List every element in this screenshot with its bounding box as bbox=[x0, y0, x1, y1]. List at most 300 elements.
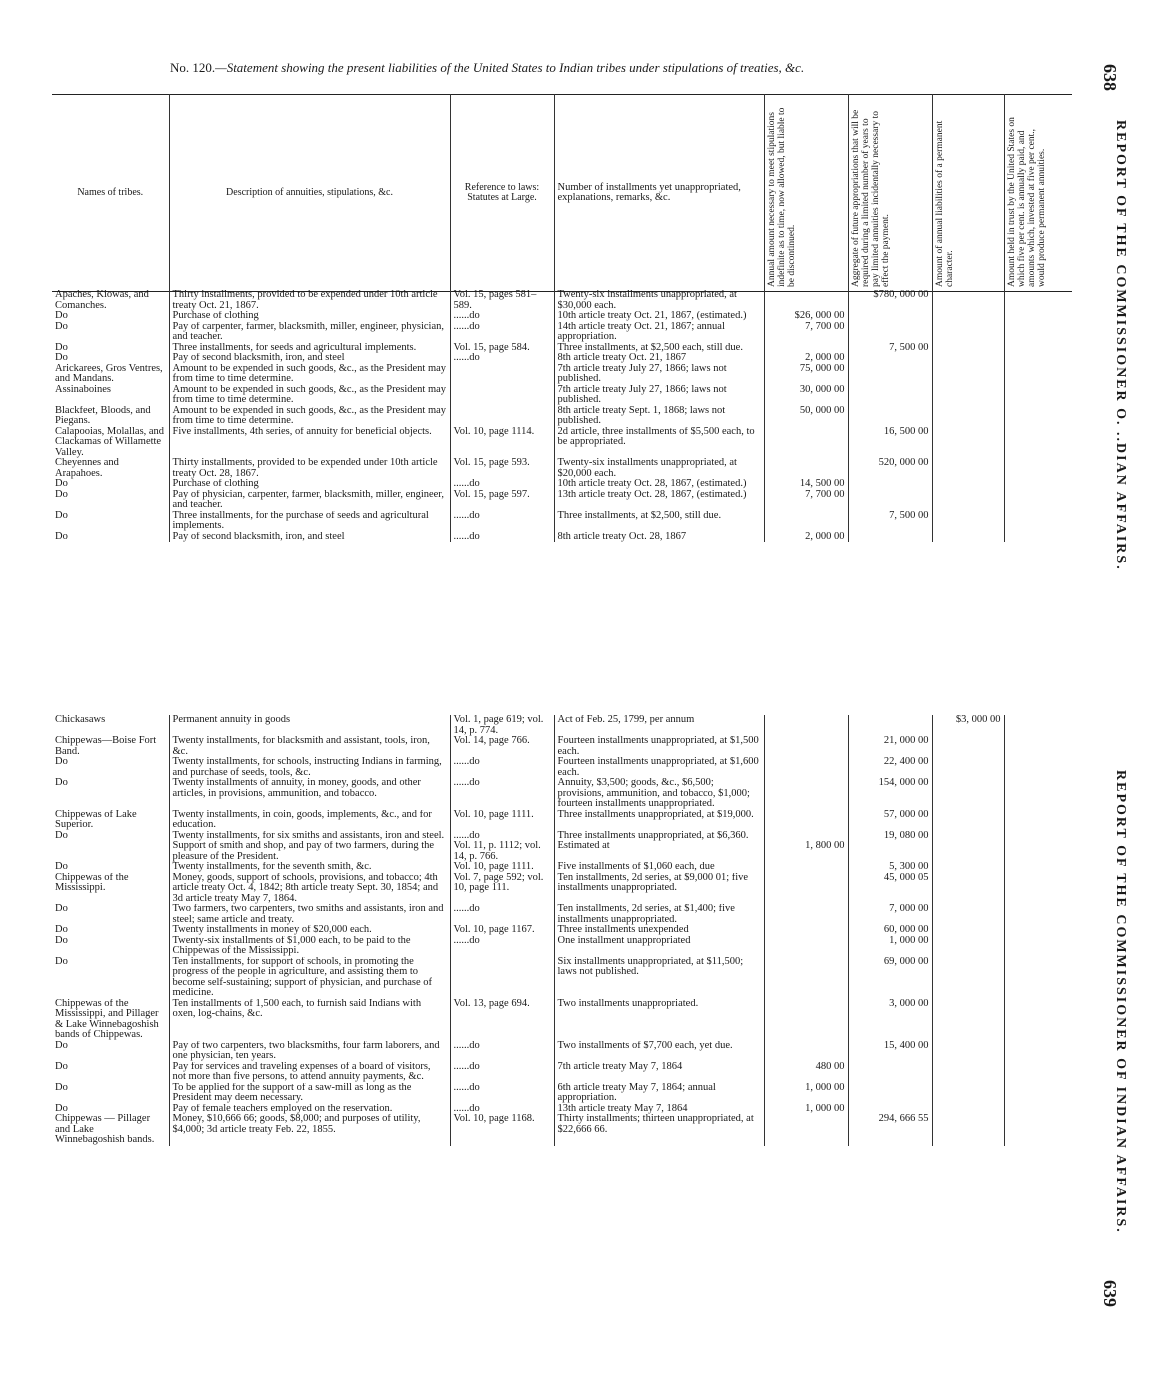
permanent-amount-cell bbox=[932, 778, 1004, 810]
remarks-cell: Five installments of $1,060 each, due bbox=[554, 862, 764, 873]
remarks-cell: 14th article treaty Oct. 21, 1867; annual appropriation. bbox=[554, 322, 764, 343]
annual-amount-cell: 2, 000 00 bbox=[764, 353, 848, 364]
permanent-amount-cell bbox=[932, 322, 1004, 343]
trust-amount-cell bbox=[1004, 353, 1072, 364]
tribe-name-cell: Do bbox=[55, 956, 68, 967]
aggregate-amount-cell: 45, 000 05 bbox=[848, 873, 932, 905]
remarks-cell: 7th article treaty May 7, 1864 bbox=[554, 1062, 764, 1083]
annual-amount-cell bbox=[764, 427, 848, 459]
trust-amount-cell bbox=[1004, 406, 1072, 427]
trust-amount-cell bbox=[1004, 936, 1072, 957]
description-cell: Amount to be expended in such goods, &c., as the President may from time to time determine. bbox=[169, 364, 450, 385]
annual-amount-cell bbox=[764, 1114, 848, 1146]
description-cell: Twenty installments of annuity, in money, goods, and other articles, in provisions, ammunition, and tobacco. bbox=[169, 778, 450, 810]
header-trust: Amount held in trust by the United States on which five per cent. is annually paid, and amounts which, invested at five per cent., would produce permanent annuities. bbox=[1006, 117, 1047, 287]
description-cell: Two farmers, two carpenters, two smiths and assistants, iron and steel; same article and treaty. bbox=[169, 904, 450, 925]
permanent-amount-cell bbox=[932, 936, 1004, 957]
tribe-name-cell: Do bbox=[55, 925, 68, 935]
table-row bbox=[52, 1083, 1072, 1104]
description-cell: Twenty installments in money of $20,000 each. bbox=[169, 925, 450, 936]
table-row bbox=[52, 532, 1072, 543]
header-aggregate: Aggregate of future appropriations that will be required during a limited number of years to pay limited annuities incidentally necessary to effect the payment. bbox=[850, 109, 891, 287]
table-row bbox=[52, 925, 1072, 936]
annual-amount-cell: 2, 000 00 bbox=[764, 532, 848, 543]
statute-reference-cell: Vol. 15, pages 581–589. bbox=[450, 290, 554, 311]
description-cell: Purchase of clothing bbox=[169, 311, 450, 322]
trust-amount-cell bbox=[1004, 458, 1072, 479]
aggregate-amount-cell bbox=[848, 353, 932, 364]
aggregate-amount-cell bbox=[848, 385, 932, 406]
liabilities-table-lower bbox=[52, 715, 1072, 1146]
annual-amount-cell bbox=[764, 290, 848, 311]
trust-amount-cell bbox=[1004, 290, 1072, 311]
permanent-amount-cell bbox=[932, 353, 1004, 364]
statute-reference-cell: ......do bbox=[450, 1041, 554, 1062]
annual-amount-cell bbox=[764, 936, 848, 957]
description-cell: Pay of physician, carpenter, farmer, blacksmith, miller, engineer, and teacher. bbox=[169, 490, 450, 511]
statute-reference-cell: ......do bbox=[450, 831, 554, 842]
aggregate-amount-cell bbox=[848, 841, 932, 862]
tribe-name-cell: Blackfeet, Bloods, and Piegans. bbox=[55, 405, 151, 426]
table-row bbox=[52, 999, 1072, 1041]
table-row bbox=[52, 322, 1072, 343]
annual-amount-cell: 50, 000 00 bbox=[764, 406, 848, 427]
remarks-cell: Two installments unappropriated. bbox=[554, 999, 764, 1041]
permanent-amount-cell bbox=[932, 757, 1004, 778]
description-cell: Support of smith and shop, and pay of two farmers, during the pleasure of the President. bbox=[169, 841, 450, 862]
description-cell: Twenty installments, in coin, goods, implements, &c., and for education. bbox=[169, 810, 450, 831]
column-headers bbox=[52, 94, 1072, 292]
table-row bbox=[52, 862, 1072, 873]
trust-amount-cell bbox=[1004, 841, 1072, 862]
permanent-amount-cell bbox=[932, 957, 1004, 999]
aggregate-amount-cell: 154, 000 00 bbox=[848, 778, 932, 810]
trust-amount-cell bbox=[1004, 715, 1072, 736]
page-title bbox=[170, 60, 804, 76]
statute-reference-cell bbox=[450, 957, 554, 999]
annual-amount-cell bbox=[764, 810, 848, 831]
aggregate-amount-cell: $780, 000 00 bbox=[848, 290, 932, 311]
table-row bbox=[52, 479, 1072, 490]
aggregate-amount-cell bbox=[848, 322, 932, 343]
statute-reference-cell: ......do bbox=[450, 322, 554, 343]
tribe-name-cell bbox=[52, 841, 169, 862]
remarks-cell: Thirty installments; thirteen unappropriated, at $22,666 66. bbox=[554, 1114, 764, 1146]
table-row bbox=[52, 957, 1072, 999]
remarks-cell: Six installments unappropriated, at $11,500; laws not published. bbox=[554, 957, 764, 999]
permanent-amount-cell bbox=[932, 873, 1004, 905]
table-row bbox=[52, 427, 1072, 459]
trust-amount-cell bbox=[1004, 1104, 1072, 1115]
description-cell: Pay of second blacksmith, iron, and steel bbox=[169, 532, 450, 543]
tribe-name-cell: Do bbox=[55, 1040, 68, 1051]
description-cell: Ten installments of 1,500 each, to furnish said Indians with oxen, log-chains, &c. bbox=[169, 999, 450, 1041]
annual-amount-cell bbox=[764, 458, 848, 479]
statute-reference-cell: Vol. 14, page 766. bbox=[450, 736, 554, 757]
permanent-amount-cell bbox=[932, 1041, 1004, 1062]
annual-amount-cell bbox=[764, 873, 848, 905]
permanent-amount-cell bbox=[932, 904, 1004, 925]
trust-amount-cell bbox=[1004, 999, 1072, 1041]
remarks-cell: Estimated at bbox=[554, 841, 764, 862]
remarks-cell: Three installments unexpended bbox=[554, 925, 764, 936]
annual-amount-cell: 7, 700 00 bbox=[764, 490, 848, 511]
table-row bbox=[52, 757, 1072, 778]
annual-amount-cell: $26, 000 00 bbox=[764, 311, 848, 322]
permanent-amount-cell bbox=[932, 479, 1004, 490]
remarks-cell: One installment unappropriated bbox=[554, 936, 764, 957]
trust-amount-cell bbox=[1004, 810, 1072, 831]
annual-amount-cell bbox=[764, 925, 848, 936]
remarks-cell: Act of Feb. 25, 1799, per annum bbox=[554, 715, 764, 736]
annual-amount-cell: 1, 000 00 bbox=[764, 1083, 848, 1104]
trust-amount-cell bbox=[1004, 873, 1072, 905]
tribe-name-cell: Do bbox=[55, 489, 68, 500]
table-row bbox=[52, 841, 1072, 862]
table-row bbox=[52, 715, 1072, 736]
header-description: Description of annuities, stipulations, &c. bbox=[169, 95, 450, 292]
running-head-top: REPORT OF THE COMMISSIONER O. ..DIAN AFFAIRS. bbox=[1113, 120, 1128, 571]
statute-reference-cell: Vol. 10, page 1167. bbox=[450, 925, 554, 936]
trust-amount-cell bbox=[1004, 1041, 1072, 1062]
statute-reference-cell: Vol. 10, page 1111. bbox=[450, 810, 554, 831]
description-cell: Five installments, 4th series, of annuity for beneficial objects. bbox=[169, 427, 450, 459]
table-row bbox=[52, 778, 1072, 810]
permanent-amount-cell bbox=[932, 862, 1004, 873]
tribe-name-cell: Do bbox=[55, 757, 68, 767]
trust-amount-cell bbox=[1004, 957, 1072, 999]
description-cell: Pay of two carpenters, two blacksmiths, four farm laborers, and one physician, ten years. bbox=[169, 1041, 450, 1062]
annual-amount-cell: 480 00 bbox=[764, 1062, 848, 1083]
aggregate-amount-cell bbox=[848, 406, 932, 427]
page-number-top: 638 bbox=[1100, 64, 1120, 91]
aggregate-amount-cell: 294, 666 55 bbox=[848, 1114, 932, 1146]
trust-amount-cell bbox=[1004, 1083, 1072, 1104]
table-row bbox=[52, 1041, 1072, 1062]
annual-amount-cell bbox=[764, 999, 848, 1041]
aggregate-amount-cell: 57, 000 00 bbox=[848, 810, 932, 831]
trust-amount-cell bbox=[1004, 311, 1072, 322]
remarks-cell: Ten installments, 2d series, at $9,000 01; five installments unappropriated. bbox=[554, 873, 764, 905]
statute-reference-cell: ......do bbox=[450, 532, 554, 543]
aggregate-amount-cell: 19, 080 00 bbox=[848, 831, 932, 842]
statute-reference-cell: ......do bbox=[450, 757, 554, 778]
statute-reference-cell: ......do bbox=[450, 311, 554, 322]
statute-reference-cell: ......do bbox=[450, 1104, 554, 1115]
trust-amount-cell bbox=[1004, 364, 1072, 385]
annual-amount-cell bbox=[764, 831, 848, 842]
table-row bbox=[52, 1114, 1072, 1146]
statute-reference-cell: ......do bbox=[450, 511, 554, 532]
table-number: No. 120. bbox=[170, 60, 216, 75]
permanent-amount-cell bbox=[932, 532, 1004, 543]
trust-amount-cell bbox=[1004, 511, 1072, 532]
tribe-name-cell: Do bbox=[55, 321, 68, 332]
statute-reference-cell: Vol. 10, page 1111. bbox=[450, 862, 554, 873]
statute-reference-cell: Vol. 7, page 592; vol. 10, page 111. bbox=[450, 873, 554, 905]
header-tribe: Names of tribes. bbox=[77, 186, 144, 198]
annual-amount-cell: 7, 700 00 bbox=[764, 322, 848, 343]
description-cell: Amount to be expended in such goods, &c., as the President may from time to time determine. bbox=[169, 406, 450, 427]
permanent-amount-cell bbox=[932, 364, 1004, 385]
aggregate-amount-cell bbox=[848, 1083, 932, 1104]
permanent-amount-cell bbox=[932, 1083, 1004, 1104]
trust-amount-cell bbox=[1004, 490, 1072, 511]
annual-amount-cell bbox=[764, 1041, 848, 1062]
aggregate-amount-cell: 15, 400 00 bbox=[848, 1041, 932, 1062]
description-cell: Thirty installments, provided to be expended under 10th article treaty Oct. 28, 1867. bbox=[169, 458, 450, 479]
statute-reference-cell bbox=[450, 385, 554, 406]
tribe-name-cell: Cheyennes and Arapahoes. bbox=[55, 458, 119, 479]
permanent-amount-cell bbox=[932, 511, 1004, 532]
remarks-cell: 8th article treaty Sept. 1, 1868; laws not published. bbox=[554, 406, 764, 427]
remarks-cell: Two installments of $7,700 each, yet due. bbox=[554, 1041, 764, 1062]
tribe-name-cell: Chickasaws bbox=[55, 715, 106, 725]
tribe-name-cell: Do bbox=[55, 531, 68, 542]
statute-reference-cell: Vol. 15, page 597. bbox=[450, 490, 554, 511]
table-row bbox=[52, 936, 1072, 957]
table-row bbox=[52, 873, 1072, 905]
statute-reference-cell bbox=[450, 406, 554, 427]
trust-amount-cell bbox=[1004, 778, 1072, 810]
permanent-amount-cell bbox=[932, 1114, 1004, 1146]
table-title: —Statement showing the present liabilities of the United States to Indian tribes under stipulations of treaties, &c. bbox=[215, 60, 805, 75]
annual-amount-cell bbox=[764, 778, 848, 810]
aggregate-amount-cell: 21, 000 00 bbox=[848, 736, 932, 757]
permanent-amount-cell: $3, 000 00 bbox=[932, 715, 1004, 736]
annual-amount-cell: 1, 000 00 bbox=[764, 1104, 848, 1115]
description-cell: Ten installments, for support of schools, in promoting the progress of the people in agriculture, and assisting them to become self-sustaining; support of physician, and purchase of medicine. bbox=[169, 957, 450, 999]
statute-reference-cell: ......do bbox=[450, 778, 554, 810]
tribe-name-cell: Do bbox=[55, 862, 68, 872]
permanent-amount-cell bbox=[932, 385, 1004, 406]
description-cell: Three installments, for the purchase of seeds and agricultural implements. bbox=[169, 511, 450, 532]
annual-amount-cell bbox=[764, 715, 848, 736]
remarks-cell: Ten installments, 2d series, at $1,400; five installments unappropriated. bbox=[554, 904, 764, 925]
table-row bbox=[52, 736, 1072, 757]
statute-reference-cell: ......do bbox=[450, 479, 554, 490]
table-row bbox=[52, 1062, 1072, 1083]
trust-amount-cell bbox=[1004, 343, 1072, 354]
header-permanent: Amount of annual liabilities of a permanent character. bbox=[934, 120, 955, 287]
aggregate-amount-cell: 16, 500 00 bbox=[848, 427, 932, 459]
table-row bbox=[52, 831, 1072, 842]
description-cell: Amount to be expended in such goods, &c., as the President may from time to time determine. bbox=[169, 385, 450, 406]
table-row bbox=[52, 311, 1072, 322]
trust-amount-cell bbox=[1004, 757, 1072, 778]
description-cell: Pay for services and traveling expenses of a board of visitors, not more than five persons, to attend annuity payments, &c. bbox=[169, 1062, 450, 1083]
table-row bbox=[52, 904, 1072, 925]
statute-reference-cell: ......do bbox=[450, 904, 554, 925]
trust-amount-cell bbox=[1004, 427, 1072, 459]
statute-reference-cell: ......do bbox=[450, 1062, 554, 1083]
aggregate-amount-cell: 22, 400 00 bbox=[848, 757, 932, 778]
tribe-name-cell: Assinaboines bbox=[55, 384, 111, 395]
trust-amount-cell bbox=[1004, 862, 1072, 873]
liabilities-table-upper bbox=[52, 290, 1072, 542]
aggregate-amount-cell: 7, 000 00 bbox=[848, 904, 932, 925]
annual-amount-cell bbox=[764, 757, 848, 778]
table-row bbox=[52, 364, 1072, 385]
tribe-name-cell: Chippewas of the Mississippi. bbox=[55, 872, 129, 893]
tribe-name-cell: Do bbox=[55, 479, 68, 489]
remarks-cell: 6th article treaty May 7, 1864; annual appropriation. bbox=[554, 1083, 764, 1104]
permanent-amount-cell bbox=[932, 427, 1004, 459]
aggregate-amount-cell bbox=[848, 1062, 932, 1083]
annual-amount-cell bbox=[764, 904, 848, 925]
permanent-amount-cell bbox=[932, 490, 1004, 511]
description-cell: Twenty installments, for the seventh smith, &c. bbox=[169, 862, 450, 873]
description-cell: Twenty installments, for schools, instructing Indians in farming, and purchase of seeds, tools, &c. bbox=[169, 757, 450, 778]
table-row bbox=[52, 1104, 1072, 1115]
annual-amount-cell: 14, 500 00 bbox=[764, 479, 848, 490]
aggregate-amount-cell bbox=[848, 715, 932, 736]
description-cell: Twenty installments, for blacksmith and assistant, tools, iron, &c. bbox=[169, 736, 450, 757]
permanent-amount-cell bbox=[932, 290, 1004, 311]
permanent-amount-cell bbox=[932, 311, 1004, 322]
aggregate-amount-cell bbox=[848, 490, 932, 511]
tribe-name-cell: Chippewas — Pillager and Lake Winnebagoshish bands. bbox=[55, 1114, 155, 1145]
annual-amount-cell bbox=[764, 343, 848, 354]
tribe-name-cell: Do bbox=[55, 311, 68, 321]
aggregate-amount-cell bbox=[848, 364, 932, 385]
statute-reference-cell: Vol. 10, page 1114. bbox=[450, 427, 554, 459]
permanent-amount-cell bbox=[932, 810, 1004, 831]
tribe-name-cell: Do bbox=[55, 904, 68, 914]
trust-amount-cell bbox=[1004, 925, 1072, 936]
aggregate-amount-cell: 7, 500 00 bbox=[848, 511, 932, 532]
aggregate-amount-cell bbox=[848, 479, 932, 490]
tribe-name-cell: Do bbox=[55, 935, 68, 946]
annual-amount-cell bbox=[764, 957, 848, 999]
tribe-name-cell: Calapooias, Molallas, and Clackamas of Willamette Valley. bbox=[55, 426, 165, 458]
permanent-amount-cell bbox=[932, 1062, 1004, 1083]
tribe-name-cell: Do bbox=[55, 1103, 68, 1114]
tribe-name-cell: Arickarees, Gros Ventres, and Mandans. bbox=[55, 363, 163, 384]
statute-reference-cell: Vol. 15, page 593. bbox=[450, 458, 554, 479]
table-row bbox=[52, 810, 1072, 831]
statute-reference-cell: Vol. 1, page 619; vol. 14, p. 774. bbox=[450, 715, 554, 736]
aggregate-amount-cell: 7, 500 00 bbox=[848, 343, 932, 354]
description-cell: Twenty installments, for six smiths and assistants, iron and steel. bbox=[169, 831, 450, 842]
remarks-cell: 8th article treaty Oct. 21, 1867 bbox=[554, 353, 764, 364]
table-row bbox=[52, 406, 1072, 427]
permanent-amount-cell bbox=[932, 925, 1004, 936]
description-cell: Permanent annuity in goods bbox=[169, 715, 450, 736]
aggregate-amount-cell bbox=[848, 1104, 932, 1115]
description-cell: To be applied for the support of a saw-mill as long as the President may deem necessary. bbox=[169, 1083, 450, 1104]
description-cell: Three installments, for seeds and agricultural implements. bbox=[169, 343, 450, 354]
trust-amount-cell bbox=[1004, 322, 1072, 343]
remarks-cell: Three installments, at $2,500, still due. bbox=[554, 511, 764, 532]
remarks-cell: 7th article treaty July 27, 1866; laws not published. bbox=[554, 364, 764, 385]
tribe-name-cell: Do bbox=[55, 510, 68, 521]
trust-amount-cell bbox=[1004, 479, 1072, 490]
remarks-cell: Annuity, $3,500; goods, &c., $6,500; provisions, ammunition, and tobacco, $1,000; fourteen installments unappropriated. bbox=[554, 778, 764, 810]
tribe-name-cell: Do bbox=[55, 353, 68, 363]
annual-amount-cell bbox=[764, 862, 848, 873]
permanent-amount-cell bbox=[932, 841, 1004, 862]
permanent-amount-cell bbox=[932, 343, 1004, 354]
tribe-name-cell: Do bbox=[55, 830, 68, 841]
trust-amount-cell bbox=[1004, 831, 1072, 842]
header-remarks: Number of installments yet unappropriated, explanations, remarks, &c. bbox=[554, 95, 764, 292]
statute-reference-cell: Vol. 11, p. 1112; vol. 14, p. 766. bbox=[450, 841, 554, 862]
header-annual: Annual amount necessary to meet stipulations indefinite as to time, now allowed, but liable to be discontinued. bbox=[766, 107, 797, 287]
trust-amount-cell bbox=[1004, 736, 1072, 757]
annual-amount-cell: 30, 000 00 bbox=[764, 385, 848, 406]
remarks-cell: 8th article treaty Oct. 28, 1867 bbox=[554, 532, 764, 543]
table-row bbox=[52, 290, 1072, 311]
description-cell: Pay of female teachers employed on the reservation. bbox=[169, 1104, 450, 1115]
permanent-amount-cell bbox=[932, 831, 1004, 842]
statute-reference-cell: ......do bbox=[450, 353, 554, 364]
table-row bbox=[52, 458, 1072, 479]
statute-reference-cell: ......do bbox=[450, 1083, 554, 1104]
remarks-cell: Three installments unappropriated, at $19,000. bbox=[554, 810, 764, 831]
description-cell: Money, $10,666 66; goods, $8,000; and purposes of utility, $4,000; 3d article treaty Feb. 22, 1855. bbox=[169, 1114, 450, 1146]
aggregate-amount-cell bbox=[848, 532, 932, 543]
permanent-amount-cell bbox=[932, 999, 1004, 1041]
tribe-name-cell: Chippewas—Boise Fort Band. bbox=[55, 736, 157, 757]
description-cell: Thirty installments, provided to be expended under 10th article treaty Oct. 21, 1867. bbox=[169, 290, 450, 311]
description-cell: Purchase of clothing bbox=[169, 479, 450, 490]
permanent-amount-cell bbox=[932, 1104, 1004, 1115]
trust-amount-cell bbox=[1004, 532, 1072, 543]
description-cell: Pay of second blacksmith, iron, and steel bbox=[169, 353, 450, 364]
trust-amount-cell bbox=[1004, 385, 1072, 406]
aggregate-amount-cell: 1, 000 00 bbox=[848, 936, 932, 957]
description-cell: Pay of carpenter, farmer, blacksmith, miller, engineer, physician, and teacher. bbox=[169, 322, 450, 343]
tribe-name-cell: Chippewas of Lake Superior. bbox=[55, 809, 137, 830]
aggregate-amount-cell: 520, 000 00 bbox=[848, 458, 932, 479]
table-row bbox=[52, 343, 1072, 354]
annual-amount-cell: 75, 000 00 bbox=[764, 364, 848, 385]
remarks-cell: Twenty-six installments unappropriated, at $20,000 each. bbox=[554, 458, 764, 479]
page-number-bottom: 639 bbox=[1100, 1280, 1120, 1307]
statute-reference-cell: Vol. 15, page 584. bbox=[450, 343, 554, 354]
aggregate-amount-cell bbox=[848, 311, 932, 322]
remarks-cell: Fourteen installments unappropriated, at $1,600 each. bbox=[554, 757, 764, 778]
aggregate-amount-cell: 60, 000 00 bbox=[848, 925, 932, 936]
table-row bbox=[52, 490, 1072, 511]
statute-reference-cell: ......do bbox=[450, 936, 554, 957]
remarks-cell: Fourteen installments unappropriated, at $1,500 each. bbox=[554, 736, 764, 757]
remarks-cell: 7th article treaty July 27, 1866; laws not published. bbox=[554, 385, 764, 406]
tribe-name-cell: Apaches, Kiowas, and Comanches. bbox=[55, 290, 149, 311]
remarks-cell: 2d article, three installments of $5,500 each, to be appropriated. bbox=[554, 427, 764, 459]
permanent-amount-cell bbox=[932, 736, 1004, 757]
remarks-cell: Twenty-six installments unappropriated, at $30,000 each. bbox=[554, 290, 764, 311]
table-row bbox=[52, 353, 1072, 364]
remarks-cell: Three installments, at $2,500 each, still due. bbox=[554, 343, 764, 354]
description-cell: Twenty-six installments of $1,000 each, to be paid to the Chippewas of the Mississippi. bbox=[169, 936, 450, 957]
aggregate-amount-cell: 69, 000 00 bbox=[848, 957, 932, 999]
statute-reference-cell bbox=[450, 364, 554, 385]
table-row bbox=[52, 511, 1072, 532]
statute-reference-cell: Vol. 13, page 694. bbox=[450, 999, 554, 1041]
running-head-bottom: REPORT OF THE COMMISSIONER OF INDIAN AFFAIRS. bbox=[1113, 770, 1128, 1234]
remarks-cell: Three installments unappropriated, at $6,360. bbox=[554, 831, 764, 842]
trust-amount-cell bbox=[1004, 1114, 1072, 1146]
remarks-cell: 13th article treaty Oct. 28, 1867, (estimated.) bbox=[554, 490, 764, 511]
remarks-cell: 13th article treaty May 7, 1864 bbox=[554, 1104, 764, 1115]
trust-amount-cell bbox=[1004, 1062, 1072, 1083]
aggregate-amount-cell: 5, 300 00 bbox=[848, 862, 932, 873]
tribe-name-cell: Do bbox=[55, 1061, 68, 1072]
annual-amount-cell: 1, 800 00 bbox=[764, 841, 848, 862]
tribe-name-cell: Do bbox=[55, 342, 68, 353]
